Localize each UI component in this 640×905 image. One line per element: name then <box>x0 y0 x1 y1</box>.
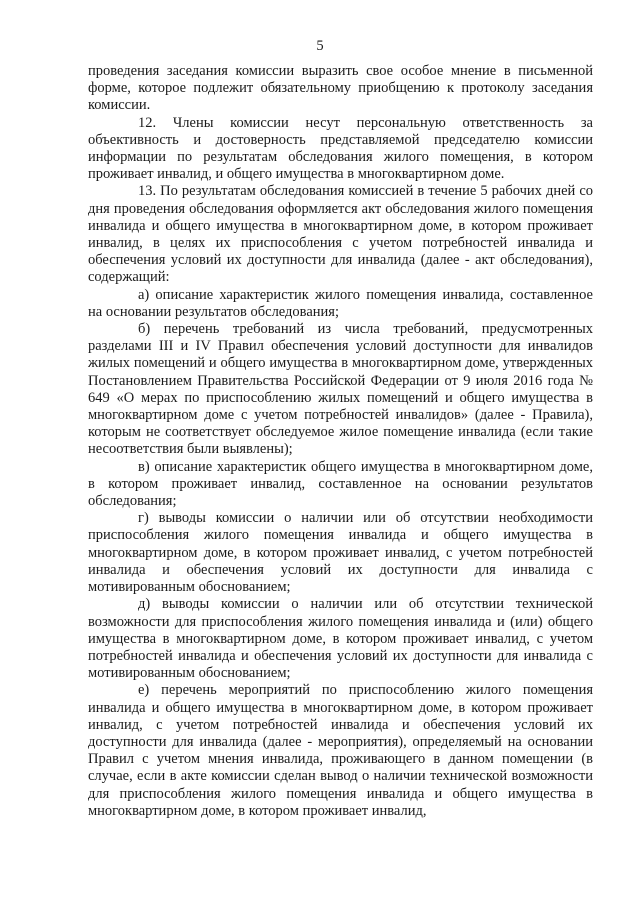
document-body <box>88 63 593 820</box>
paragraph-13-g: г) выводы комиссии о наличии или об отсутствии необходимости приспособления жилого помещения инвалида и общего имущества в многоквартирном доме, в котором проживает инвалид, с учетом потребностей инвалида и обеспечения условий их доступности для инвалида с мотивированным обоснованием; <box>88 510 593 596</box>
paragraph-continuation: проведения заседания комиссии выразить свое особое мнение в письменной форме, которое подлежит обязательному приобщению к протоколу заседания комиссии. <box>88 63 593 114</box>
paragraph-13-b: б) перечень требований из числа требований, предусмотренных разделами III и IV Правил обеспечения условий доступности для инвалидов жилых помещений и общего имущества в многоквартирном доме, утвержденных Постановлением Правительства Российской Федерации от 9 июля 2016 года № 649 «О мерах по приспособлению жилых помещений и общего имущества в многоквартирном доме с учетом потребностей инвалидов» (далее - Правила), которым не соответствует обследуемое жилое помещение инвалида (если такие несоответствия были выявлены); <box>88 321 593 458</box>
paragraph-13-a: а) описание характеристик жилого помещения инвалида, составленное на основании результатов обследования; <box>88 286 593 320</box>
paragraph-12: 12. Члены комиссии несут персональную ответственность за объективность и достоверность представляемой председателю комиссии информации по результатам обследования жилого помещения, в котором проживает инвалид, и общего имущества в многоквартирном доме. <box>88 114 593 183</box>
paragraph-13-d: д) выводы комиссии о наличии или об отсутствии технической возможности для приспособления жилого помещения инвалида и (или) общего имущества в многоквартирном доме, в котором проживает инвалид, с учетом потребностей инвалида и обеспечения условий их доступности для инвалида с мотивированным обоснованием; <box>88 596 593 682</box>
page-number: 5 <box>316 38 324 54</box>
paragraph-13-v: в) описание характеристик общего имущества в многоквартирном доме, в котором проживает инвалид, составленное на основании результатов обследования; <box>88 458 593 510</box>
paragraph-13-e: е) перечень мероприятий по приспособлению жилого помещения инвалида и общего имущества в многоквартирном доме, в котором проживает инвалид, с учетом потребностей инвалида и обеспечения условий их доступности для инвалида (далее - мероприятия), определяемый на основании Правил с учетом мнения инвалида, проживающего в данном помещении (в случае, если в акте комиссии сделан вывод о наличии технической возможности для приспособления жилого помещения инвалида и общего имущества в многоквартирном доме, в котором проживает инвалид, <box>88 682 593 819</box>
paragraph-13: 13. По результатам обследования комиссией в течение 5 рабочих дней со дня проведения обследования оформляется акт обследования жилого помещения инвалида и общего имущества в многоквартирном доме, в котором проживает инвалид, в целях их приспособления с учетом потребностей инвалида и обеспечения условий их доступности для инвалида (далее - акт обследования), содержащий: <box>88 183 593 286</box>
